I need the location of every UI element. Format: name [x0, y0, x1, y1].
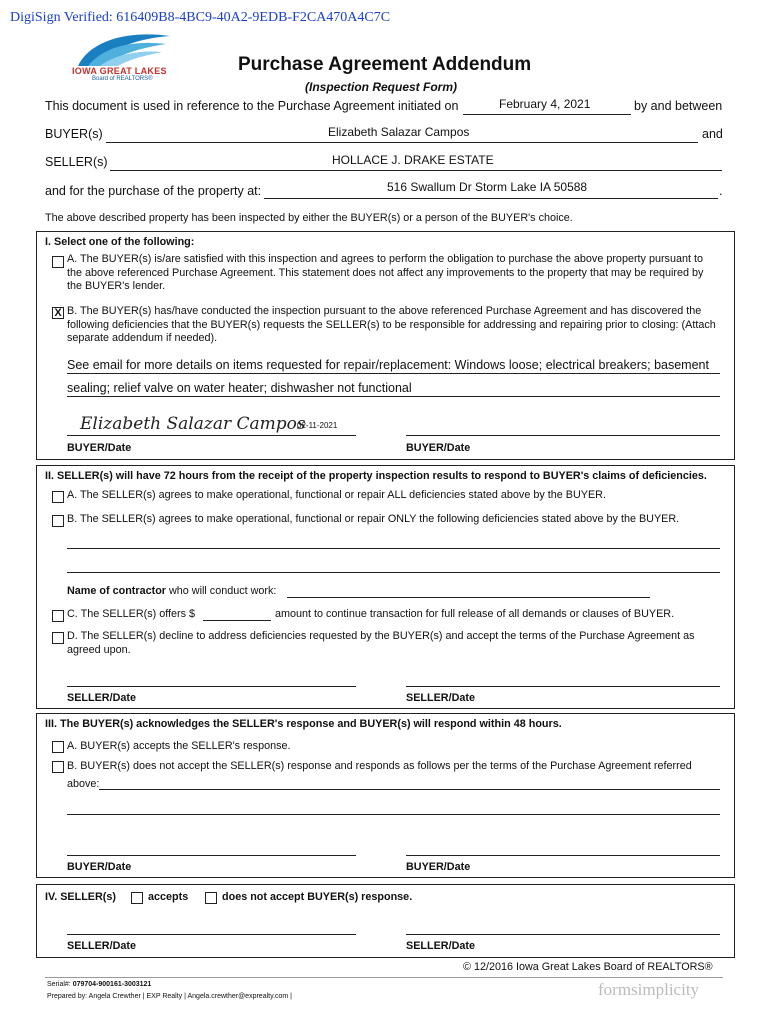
offer-amount-line[interactable]	[203, 606, 271, 621]
option-1b-text: B. The BUYER(s) has/have conducted the inspection pursuant to the above referenced Purchase Agreement and has discovered the following deficiencies that the BUYER(s) requests the SELLER(s) to be responsible for addressing and repairing prior to closing: (Attach separate addendum if needed).	[67, 305, 716, 344]
checkbox-2c[interactable]	[52, 610, 64, 622]
seller-name[interactable]: HOLLACE J. DRAKE ESTATE	[332, 153, 494, 167]
seller-sig-line-2[interactable]	[406, 672, 720, 687]
contractor-label-rest: who will conduct work:	[169, 585, 277, 597]
serial	[47, 981, 151, 988]
buyer-date-label-2: BUYER/Date	[406, 442, 471, 454]
section-2-heading: II. SELLER(s) will have 72 hours from the receipt of the property inspection results to respond to BUYER's claims of deficiencies.	[45, 470, 707, 482]
seller-sig-line-4[interactable]	[406, 920, 720, 935]
section-1-heading: I. Select one of the following:	[45, 236, 195, 248]
seller-repair-line-1[interactable]	[67, 534, 720, 549]
option-2b-text: B. The SELLER(s) agrees to make operational, functional or repair ONLY the following deficiencies stated above by the BUYER.	[67, 513, 680, 525]
option-2c-text-a: C. The SELLER(s) offers $	[67, 608, 196, 620]
prepared-by	[47, 993, 292, 1000]
checkbox-2d[interactable]	[52, 632, 64, 644]
seller-sig-line-3[interactable]	[67, 920, 356, 935]
prepared-label: Prepared by:	[47, 993, 88, 1000]
buyer-date-label-3: BUYER/Date	[67, 861, 132, 873]
formsimplicity-brand: formsimplicity	[598, 980, 700, 999]
checkbox-1a[interactable]	[52, 256, 64, 268]
seller-date-label-1: SELLER/Date	[67, 692, 136, 704]
digisign-verified: DigiSign Verified: 616409B8-4BC9-40A2-9EDB-F2CA470A4C7C	[10, 10, 391, 25]
buyer-sig-line-1	[67, 421, 356, 436]
option-1a-text: A. The BUYER(s) is/are satisfied with this inspection and agrees to perform the obligation to purchase the above property pursuant to the above referenced Purchase Agreement. This statement does not affect any improvements to the property that may be required by the BUYER's lender.	[67, 253, 704, 292]
not-accept-label: does not accept BUYER(s) response.	[222, 891, 413, 903]
buyer-name[interactable]: Elizabeth Salazar Campos	[328, 125, 470, 139]
intro-between: by and between	[634, 99, 723, 113]
checkbox-4-not-accept[interactable]	[205, 892, 217, 904]
checkbox-4-accepts[interactable]	[131, 892, 143, 904]
seller-label: SELLER(s)	[45, 155, 108, 169]
details-line-2	[67, 382, 720, 397]
details-line-1	[67, 359, 720, 374]
checkbox-1b[interactable]: X	[52, 307, 64, 319]
buyer-label: BUYER(s)	[45, 127, 103, 141]
serial-label: Serial#:	[47, 981, 71, 988]
buyer-sig-line-2	[406, 421, 720, 436]
logo-line2: Board of REALTORS®	[92, 76, 153, 82]
footer-divider	[45, 977, 723, 978]
and-label: and	[702, 127, 723, 141]
seller-repair-line-2[interactable]	[67, 558, 720, 573]
checkbox-2a[interactable]	[52, 491, 64, 503]
checkbox-3b[interactable]	[52, 761, 64, 773]
property-address[interactable]: 516 Swallum Dr Storm Lake IA 50588	[387, 180, 588, 194]
option-2a-text: A. The SELLER(s) agrees to make operational, functional or repair ALL deficiencies stated above by the BUYER.	[67, 489, 606, 501]
option-2c-text-b: amount to continue transaction for full release of all demands or clauses of BUYER.	[275, 608, 675, 620]
buyer-sig-line-4[interactable]	[406, 841, 720, 856]
period: .	[719, 184, 723, 198]
buyer-sig-line-3[interactable]	[67, 841, 356, 856]
page-subtitle: (Inspection Request Form)	[305, 80, 458, 94]
buyer-signature[interactable]: Elizabeth Salazar Campos	[80, 414, 306, 434]
seller-date-label-2: SELLER/Date	[406, 692, 475, 704]
contractor-line[interactable]	[287, 583, 650, 598]
accepts-label: accepts	[148, 891, 189, 903]
seller-date-label-3: SELLER/Date	[67, 940, 136, 952]
deficiency-details-2[interactable]: sealing; relief valve on water heater; dishwasher not functional	[67, 381, 412, 395]
option-3b-text: B. BUYER(s) does not accept the SELLER(s) response and responds as follows per the terms of the Purchase Agreement referred	[67, 760, 692, 772]
inspection-note: The above described property has been inspected by either the BUYER(s) or a person of the BUYER's choice.	[45, 212, 573, 224]
buyer-response-line-1[interactable]	[99, 775, 720, 790]
checkbox-2b[interactable]	[52, 515, 64, 527]
option-2d-text: D. The SELLER(s) decline to address deficiencies requested by the BUYER(s) and accept the terms of the Purchase Agreement as agreed upon.	[67, 630, 695, 656]
buyer-date-label-4: BUYER/Date	[406, 861, 471, 873]
seller-sig-line-1[interactable]	[67, 672, 356, 687]
section-3-heading: III. The BUYER(s) acknowledges the SELLER's response and BUYER(s) will respond within 48 hours.	[45, 718, 562, 730]
property-label: and for the purchase of the property at:	[45, 184, 262, 198]
above-label: above:	[67, 778, 100, 790]
prepared-by-value: Angela Crewther | EXP Realty | Angela.crewther@exprealty.com |	[88, 993, 292, 1000]
logo-line1: IOWA GREAT LAKES	[72, 66, 167, 76]
contractor-label	[67, 585, 276, 597]
deficiency-details-1[interactable]: See email for more details on items requested for repair/replacement: Windows loose; electrical breakers; basement	[67, 358, 709, 372]
intro-text: This document is used in reference to the Purchase Agreement initiated on	[45, 99, 459, 113]
checkbox-3a[interactable]	[52, 741, 64, 753]
buyer-response-line-2[interactable]	[67, 800, 720, 815]
buyer-date-label-1: BUYER/Date	[67, 442, 132, 454]
buyer-signature-date: 02-11-2021	[297, 421, 338, 430]
contractor-label-bold: Name of contractor	[67, 585, 166, 597]
copyright: © 12/2016 Iowa Great Lakes Board of REALTORS®	[463, 961, 713, 973]
agreement-date[interactable]: February 4, 2021	[499, 97, 591, 111]
page-title: Purchase Agreement Addendum	[238, 54, 532, 75]
section-4-heading: IV. SELLER(s)	[45, 891, 116, 903]
seller-date-label-4: SELLER/Date	[406, 940, 475, 952]
option-3a-text: A. BUYER(s) accepts the SELLER's response.	[67, 740, 291, 752]
serial-number: 079704-900161-3003121	[72, 981, 152, 988]
